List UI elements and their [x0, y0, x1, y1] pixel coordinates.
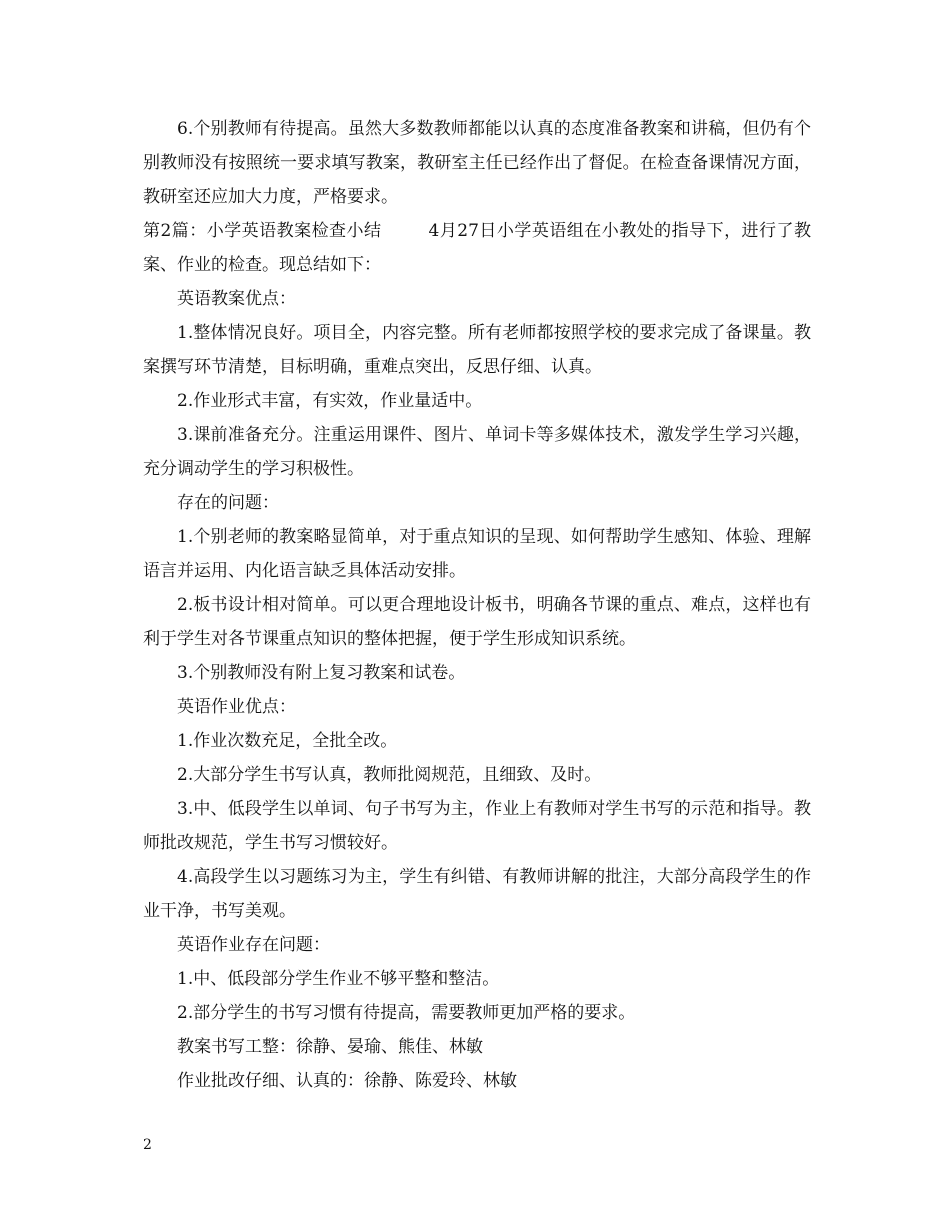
- document-body: [143, 112, 811, 1098]
- subheading: 存在的问题：: [177, 493, 279, 513]
- paragraph: 1.整体情况良好。项目全，内容完整。所有老师都按照学校的要求完成了备课量。教案撰写环节清楚，目标明确，重难点突出，反思仔细、认真。: [143, 323, 811, 377]
- paragraph: 4.高段学生以习题练习为主，学生有纠错、有教师讲解的批注，大部分高段学生的作业干净，书写美观。: [143, 867, 811, 921]
- paragraph: 2.作业形式丰富，有实效，作业量适中。: [177, 391, 483, 411]
- paragraph: 1.中、低段部分学生作业不够平整和整洁。: [177, 969, 500, 989]
- page-number: 2: [143, 1137, 152, 1153]
- paragraph: 1.作业次数充足，全批全改。: [177, 731, 398, 751]
- paragraph: 2.部分学生的书写习惯有待提高，需要教师更加严格的要求。: [177, 1003, 636, 1023]
- paragraph: 3.课前准备充分。注重运用课件、图片、单词卡等多媒体技术，激发学生学习兴趣，充分调动学生的学习积极性。: [143, 425, 811, 479]
- paragraph: 作业批改仔细、认真的：徐静、陈爱玲、林敏: [177, 1071, 517, 1091]
- subheading: 英语作业优点：: [177, 697, 296, 717]
- section-heading-paragraph: 第2篇：小学英语教案检查小结 4月27日小学英语组在小教处的指导下，进行了教案、作业的检查。现总结如下：: [143, 221, 811, 275]
- paragraph: 6.个别教师有待提高。虽然大多数教师都能以认真的态度准备教案和讲稿，但仍有个别教师没有按照统一要求填写教案，教研室主任已经作出了督促。在检查备课情况方面，教研室还应加大力度，严格要求。: [143, 119, 811, 207]
- paragraph: 教案书写工整：徐静、晏瑜、熊佳、林敏: [177, 1037, 483, 1057]
- paragraph: 1.个别老师的教案略显简单，对于重点知识的呈现、如何帮助学生感知、体验、理解语言并运用、内化语言缺乏具体活动安排。: [143, 527, 811, 581]
- paragraph: 3.中、低段学生以单词、句子书写为主，作业上有教师对学生书写的示范和指导。教师批改规范，学生书写习惯较好。: [143, 799, 811, 853]
- paragraph: 3.个别教师没有附上复习教案和试卷。: [177, 663, 466, 683]
- subheading: 英语作业存在问题：: [177, 935, 330, 955]
- subheading: 英语教案优点：: [177, 289, 296, 309]
- paragraph: 2.板书设计相对简单。可以更合理地设计板书，明确各节课的重点、难点，这样也有利于学生对各节课重点知识的整体把握，便于学生形成知识系统。: [143, 595, 811, 649]
- paragraph: 2.大部分学生书写认真，教师批阅规范，且细致、及时。: [177, 765, 602, 785]
